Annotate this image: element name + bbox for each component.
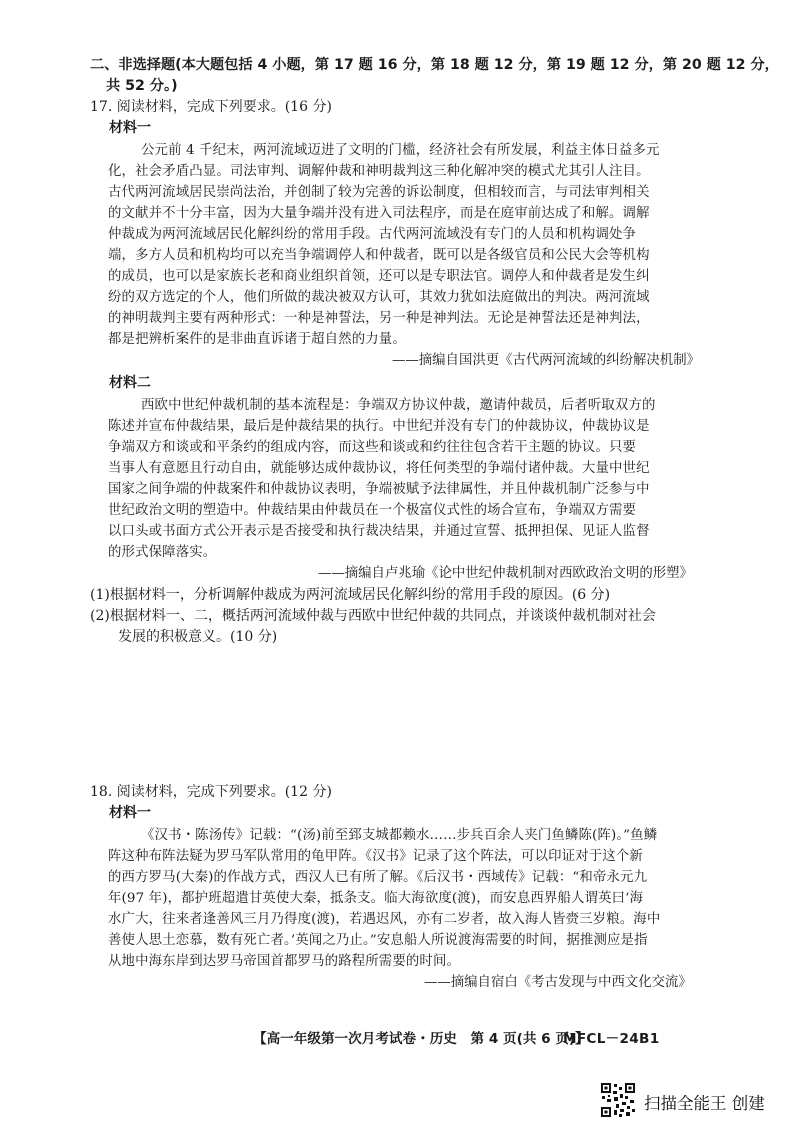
q17-m2-line: 国家之间争端的仲裁案件和仲裁协议表明，争端被赋予法律属性，并且仲裁机制广泛参与中 — [108, 482, 650, 497]
q18-m1-line: 水广大，往来者逢善风三月乃得度(渡)，若遇迟风，亦有二岁者，故入海人皆赍三岁粮。海中 — [108, 912, 661, 927]
q17-m1-line: 的成员，也可以是家族长老和商业组织首领，还可以是专职法官。调停人和仲裁者是发生纠 — [108, 269, 650, 284]
q17-m1-line: 端，多方人员和机构均可以充当争端调停人和仲裁者，既可以是各级官员和公民大会等机构 — [108, 248, 650, 263]
q17-m1-line: 纷的双方选定的个人，他们所做的裁决被双方认可，其效力犹如法庭做出的判决。两河流域 — [108, 290, 650, 305]
qr-code-icon — [600, 1082, 636, 1118]
q17-m1-line: 都是把辨析案件的是非曲直诉诸于超自然的力量。 — [108, 332, 406, 347]
q18-m1-line: 《汉书・陈汤传》记载：“(汤)前至郅支城都赖水……步兵百余人夹门鱼鳞陈(阵)。”鱼鳞 — [141, 828, 658, 843]
q17-m1-source: ——摘编自国洪更《古代两河流域的纠纷解决机制》 — [392, 353, 700, 368]
q18-material1-label: 材料一 — [109, 805, 151, 821]
section-heading-line2: 共 52 分。) — [106, 78, 178, 94]
q17-m1-line: 古代两河流域居民崇尚法治，并创制了较为完善的诉讼制度，但相较而言，与司法审判相关 — [108, 185, 650, 200]
q17-m1-line: 仲裁成为两河流域居民化解纠纷的常用手段。古代两河流域没有专门的人员和机构调处争 — [108, 227, 637, 242]
q17-m1-line: 的文献并不十分丰富，因为大量争端并没有进入司法程序，而是在庭审前达成了和解。调解 — [108, 206, 650, 221]
q17-m1-line: 公元前 4 千纪末，两河流域迈进了文明的门槛，经济社会有所发展，利益主体日益多元 — [141, 143, 660, 158]
q17-subquestion-2-line1: (2)根据材料一、二，概括两河流域仲裁与西欧中世纪仲裁的共同点，并谈谈仲裁机制对社会 — [90, 608, 656, 624]
q18-m1-line: 的西方罗马(大秦)的作战方式，西汉人已有所了解。《后汉书・西域传》记载：“和帝永元九 — [108, 870, 648, 885]
q18-m1-source: ——摘编自宿白《考古发现与中西文化交流》 — [424, 975, 692, 990]
q17-m2-line: 以口头或书面方式公开表示是否接受和执行裁决结果，并通过宣誓、抵押担保、见证人监督 — [108, 524, 650, 539]
q17-title: 17. 阅读材料，完成下列要求。(16 分) — [90, 99, 332, 115]
q18-m1-line: 阵这种布阵法疑为罗马军队常用的龟甲阵。《汉书》记录了这个阵法，可以印证对于这个新 — [108, 849, 643, 864]
watermark-text: 扫描全能王 创建 — [644, 1094, 765, 1113]
scanner-watermark — [600, 1082, 790, 1122]
q17-m2-line: 陈述并宣布仲裁结果，最后是仲裁结果的执行。中世纪并没有专门的仲裁协议，仲裁协议是 — [108, 419, 650, 434]
page-footer — [253, 1027, 660, 1047]
q17-m2-line: 的形式保障落实。 — [108, 545, 217, 560]
q18-title: 18. 阅读材料，完成下列要求。(12 分) — [90, 784, 332, 800]
q17-m1-line: 的神明裁判主要有两种形式：一种是神誓法，另一种是神判法。无论是神誓法还是神判法， — [108, 311, 650, 326]
q17-subquestion-2-line2: 发展的积极意义。(10 分) — [118, 629, 278, 645]
q18-m1-line: 年(97 年)，都护班超遣甘英使大秦，抵条支。临大海欲度(渡)，而安息西界船人谓英曰‘海 — [108, 891, 644, 906]
q17-m2-line: 当事人有意愿且行动自由，就能够达成仲裁协议，将任何类型的争端付诸仲裁。大量中世纪 — [108, 461, 650, 476]
q17-material1-label: 材料一 — [109, 120, 151, 136]
q17-m2-line: 世纪政治文明的塑造中。仲裁结果由仲裁员在一个极富仪式性的场合宣布，争端双方需要 — [108, 503, 637, 518]
q18-m1-line: 从地中海东岸到达罗马帝国首都罗马的路程所需要的时间。 — [108, 954, 461, 969]
footer-text: 【高一年级第一次月考试卷・历史 第 4 页(共 6 页)】 — [253, 1031, 589, 1047]
q18-m1-line: 善使人思土恋慕，数有死亡者。’英闻之乃止。”安息船人所说渡海需要的时间，据推测应是指 — [108, 933, 648, 948]
footer-code: MFCL－24B1 — [563, 1031, 660, 1047]
q17-subquestion-1: (1)根据材料一，分析调解仲裁成为两河流域居民化解纠纷的常用手段的原因。(6 分) — [90, 587, 611, 603]
q17-m2-line: 争端双方和谈或和平条约的组成内容，而这些和谈或和约往往包含若干主题的协议。只要 — [108, 440, 637, 455]
q17-m1-line: 化，社会矛盾凸显。司法审判、调解仲裁和神明裁判这三种化解冲突的模式尤其引人注目。 — [108, 164, 650, 179]
section-heading-line1: 二、非选择题(本大题包括 4 小题，第 17 题 16 分，第 18 题 12 分，第 19 题 12 分，第 20 题 12 分， — [90, 57, 779, 73]
q17-m2-source: ——摘编自卢兆瑜《论中世纪仲裁机制对西欧政治文明的形塑》 — [318, 566, 693, 581]
q17-material2-label: 材料二 — [109, 375, 151, 391]
q17-m2-line: 西欧中世纪仲裁机制的基本流程是：争端双方协议仲裁，邀请仲裁员，后者听取双方的 — [141, 398, 656, 413]
